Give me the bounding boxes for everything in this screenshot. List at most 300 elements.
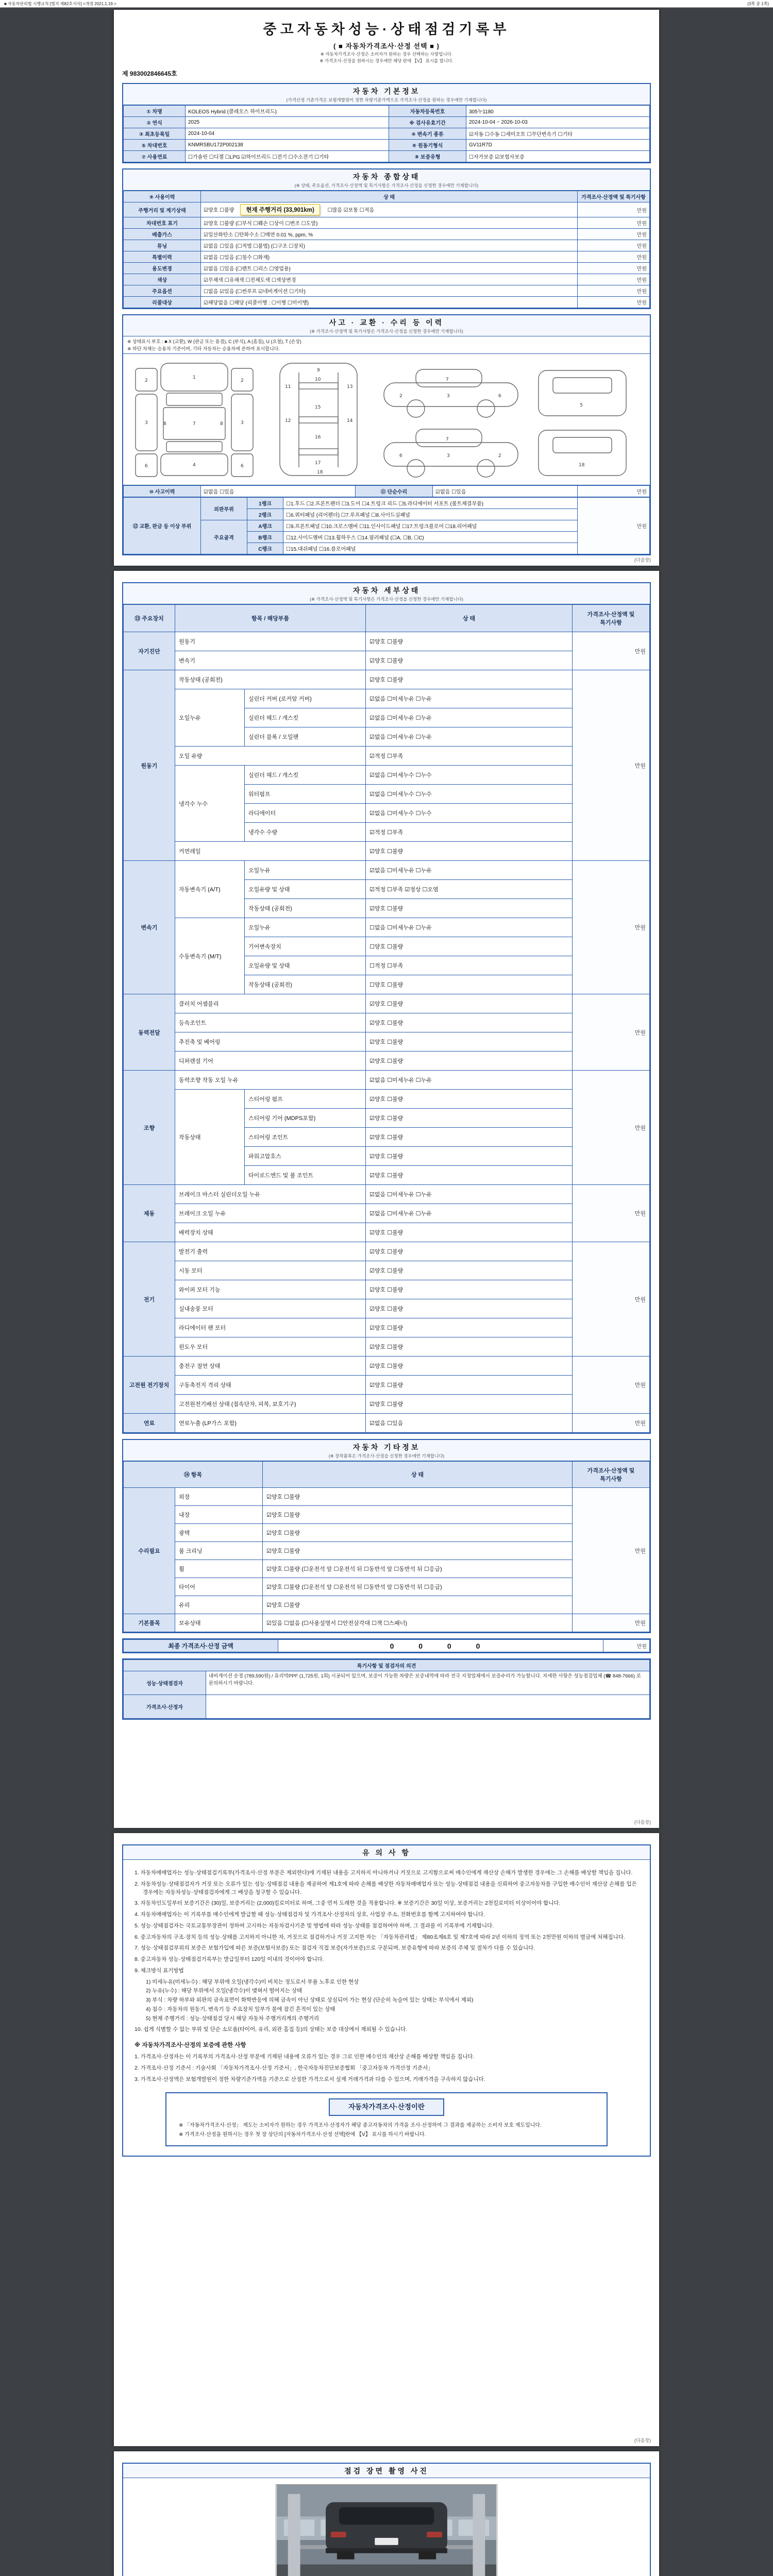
section-detail-header [123,583,650,604]
table-row [124,1660,650,1671]
table-row [124,191,650,202]
table-row [124,151,650,162]
table-row [124,1223,650,1242]
svg-text:5: 5 [580,403,583,408]
field-value: 와이퍼 모터 기능 [175,1280,366,1299]
field-label: 가격조사·산정액 및 특기사항 [578,191,650,202]
checkbox-group[interactable]: ☑없음 ☐미세누수 ☐누수 [366,785,573,804]
notice-item: 1. 자동차매매업자는 성능·상태점검기록부(가격조사·산정 부분은 제외한다)에 기재된 내용을 고지하지 아니하거나 거짓으로 고지함으로써 매수인에게 재산상 손해가 발생한 경우에는 그 손해를 배상할 책임을 집니다. [135,1870,633,1876]
svg-text:2: 2 [399,394,402,399]
field-label: ④ 변속기 종류 [389,128,466,140]
field-value: 라디에이터 팬 모터 [175,1318,366,1337]
section-overall-condition [122,168,651,309]
field-label: 가격조사·산정액 및 특기사항 [573,605,650,632]
field-label: ③ 최초등록일 [124,128,186,140]
field-value: 만원 [573,670,650,861]
current-mileage-callout: 현재 주행거리 (33,901km) [240,204,320,215]
field-value: 만원 [573,1414,650,1433]
table-row [124,861,650,880]
field-value: 만원 [578,229,650,240]
field-value: 윈도우 모터 [175,1337,366,1357]
accident-parts-table [123,497,650,554]
field-value: 만원 [603,1640,650,1652]
notice-item: 9. 체크방식 표기방법 [135,1967,184,1974]
field-label: 상 태 [201,191,578,202]
field-value: 2025 [186,117,389,128]
checkbox-group[interactable]: ☐양호 ☐불량 [366,975,573,994]
field-label: 주요옵션 [124,285,201,297]
checkbox-group[interactable]: ☑양호 ☐불량 [366,1013,573,1032]
field-label: 상 태 [366,605,573,632]
field-label: ⑤ 차대번호 [124,140,186,151]
svg-text:8: 8 [220,421,223,427]
accident-legend-line2: ※ 하단 차체는 승용차 기준이며, 기타 자동차는 승용차에 준하여 표시합니다. [127,346,280,351]
checkbox-group[interactable]: ☑해당없음 ☐해당 (리콜이행 : ☐이행 ☐미이행) [201,297,578,308]
table-row [124,140,650,151]
checkbox-group[interactable]: ☑없음 ☐있음 (☐렌트 ☐리스 ☐영업용) [201,263,578,274]
table-row [124,1462,650,1488]
checkbox-group[interactable]: ☑양호 ☐불량 [366,1261,573,1280]
remarks-table [123,1659,650,1719]
table-row [124,994,650,1013]
notice-item: 2. 가격조사·산정 기준서 : 기술사회 「자동차가격조사·산정 기준서」, 한국자동차진단보증협회 「중고자동차 가격산정 기준서」 [135,2065,433,2071]
checkbox-group[interactable]: ☐15.대쉬패널 ☐16.플로어패널 [283,543,578,554]
checkbox-group[interactable]: ☑없음 ☐있음 [366,1414,573,1433]
checkbox-group[interactable]: ☑양호 ☐불량 [366,1128,573,1147]
section-detail-title: 자동차 세부상태 [352,586,421,595]
field-value: 0 0 0 0 [278,1640,603,1652]
checkbox-group[interactable]: ☑없음 ☐있음 [433,486,578,497]
table-row [124,918,650,937]
section-detail-note: (※ 가격조사·산정액 및 특기사항은 가격조사·산정을 신청한 경우에만 기재합니다) [310,597,463,602]
checkbox-group[interactable]: ☑양호 ☐불량 [366,1052,573,1071]
notice-item: 6. 중고자동차의 구조·장치 등의 성능·상태를 고지하지 아니한 자, 거짓으로 점검하거나 거짓 고지한 자는 「자동차관리법」 제80조제6호 및 제7호에 따라 2년 이하의 징역 또는 2천만원 이하의 벌금에 처해집니다. [135,1934,625,1940]
table-row [124,486,650,497]
print-header [0,0,773,8]
checkbox-group[interactable]: ☑없음 ☐미세누수 ☐누수 [366,804,573,823]
checkbox-group[interactable]: ☑없음 ☐미세누유 ☐누유 [366,708,573,727]
checkbox-group[interactable]: ☑양호 ☐불량 (☐운전석 앞 ☐운전석 뒤 ☐동반석 앞 ☐동반석 뒤 ☐응급) [263,1560,573,1578]
field-label: 변속기 [124,861,175,994]
checkbox-group[interactable]: ☐적정 ☐부족 [366,956,573,975]
table-row [124,1488,650,1506]
checkbox-group[interactable]: ☑양호 ☐불량 [366,632,573,651]
table-row [124,632,650,651]
field-value: 발전기 출력 [175,1242,366,1261]
section-final-price [122,1638,651,1653]
field-value: 오일 유량 [175,747,366,766]
notice-item: ※ 「자동차가격조사·산정」 제도는 소비자가 원하는 경우 가격조사·산정자가 해당 중고자동차의 가격을 조사·산정하여 그 결과를 제공하는 소비자 보호 제도입니다. [179,2122,542,2128]
section-photos [122,2463,651,2576]
table-row [124,106,650,117]
svg-text:7: 7 [446,377,449,382]
table-row [124,1524,650,1542]
svg-text:11: 11 [285,384,291,389]
field-value: 만원 [573,1357,650,1414]
checkbox-group[interactable]: ☐9.프론트패널 ☐10.크로스멤버 ☐11.인사이드패널 ☐17.트렁크플로어 ☐18.리어패널 [283,520,578,532]
table-row [124,1071,650,1090]
field-value: 실내송풍 모터 [175,1299,366,1318]
table-row [124,229,650,240]
field-value [206,1695,650,1719]
table-row [124,1357,650,1376]
checkbox-group[interactable]: ☑없음 ☐있음 [201,486,356,497]
field-value: KNMRSBU172P002138 [186,140,389,151]
checkbox-group[interactable]: ☑양호 ☐불량 [366,1357,573,1376]
table-row [124,1414,650,1433]
checkbox-group[interactable]: ☑양호 ☐불량 현재 주행거리 (33,901km) ☐많음 ☑보통 ☐적음 [201,202,578,217]
checkbox-group[interactable]: ☑양호 ☐불량 [263,1542,573,1560]
accident-legend-line1: ※ 상태표시 부호 : ■ X (교환), W (판금 또는 용접), C (부식), A (흠집), U (요철), T (손상) [127,339,301,344]
checkbox-group[interactable]: ☑양호 ☐불량 [366,1318,573,1337]
checkbox-group[interactable]: ☑적정 ☐부족 [366,823,573,842]
field-label: 외판부위 [201,498,247,520]
field-label: 고전원 전기장치 [124,1357,175,1414]
field-label: ⑪ 단순수리 [356,486,433,497]
field-label: 기본품목 [124,1614,175,1632]
field-label: 제동 [124,1185,175,1242]
field-value: 실린더 커버 (로커암 커버) [245,689,366,708]
field-label: ※ 검사유효기간 [389,117,466,128]
section-basic-title: 자동차 기본정보 [352,87,421,95]
checkbox-group[interactable]: ☐12.사이드멤버 ☐13.휠하우스 ☐14.필러패널 (☐A, ☐B, ☐C) [283,532,578,543]
section-etc-title: 자동차 기타정보 [352,1443,421,1451]
table-row [124,605,650,632]
svg-text:18: 18 [317,470,323,475]
field-value: 클러치 어셈블리 [175,994,366,1013]
table-row [124,1280,650,1299]
field-label: B랭크 [247,532,283,543]
field-label: 수리필요 [124,1488,175,1614]
field-value: 내비게이션 순정 (789,590원) / 유리막PPF (1,725원, 1회) 시공되어 있으며, 보증이 가능한 차량은 보증내역에 따라 전국 지정업체에서 보증수리가 가능합니다. 자세한 사항은 성능점검업체 (☎ 848-7666) 로 문의하시기 바랍니다. [206,1671,650,1695]
table-row [124,651,650,670]
field-label: 가격조사·산정자 [124,1695,206,1719]
field-value: 광택 [175,1524,263,1542]
checkbox-group[interactable]: ☑적정 ☐부족 ☑정상 ☐오염 [366,880,573,899]
notice-item: 5. 성능·상태점검자는 국토교통부장관이 정하여 고시하는 자동차검사기준 및 방법에 따라 성능·상태를 점검하여야 하며, 그 결과를 이 기록부에 기재합니다. [135,1922,494,1929]
notice-item: 2. 자동차성능·상태점검자가 거짓 또는 오류가 있는 성능·상태점검 내용을 제공하여 제1호에 따라 손해를 배상한 자동차매매업자 또는 성능·상태점검 내용을 신뢰하여 중고자동차를 구입한 매수인이 재산상 손해를 입은 경우에는 자동차성능·상태점검자에게 그 배상을 청구할 수 있습니다. [135,1880,637,1895]
checkbox-group[interactable]: ☑양호 ☐불량 [366,994,573,1013]
field-value: 만원 [573,1488,650,1614]
checkbox-group[interactable]: ☑없음 ☐미세누유 ☐누유 [366,1204,573,1223]
svg-text:17: 17 [315,461,321,466]
field-label: 자기진단 [124,632,175,670]
table-row [124,1578,650,1596]
field-value: 타이어 [175,1578,263,1596]
table-row [124,274,650,285]
field-label: 조향 [124,1071,175,1185]
checkbox-group[interactable]: ☑없음 ☐있음 (☐적법 ☐불법) (☐구조 ☐장치) [201,240,578,251]
field-value: 동력조향 작동 오일 누유 [175,1071,366,1090]
field-label: ⑩ 사고이력 [124,486,201,497]
field-value: 라디에이터 [245,804,366,823]
field-label: 연료 [124,1414,175,1433]
svg-text:3: 3 [241,420,244,426]
checkbox-group[interactable]: ☑양호 ☐불량 [366,1090,573,1109]
field-value: 실린더 블록 / 오일팬 [245,727,366,747]
checkbox-group[interactable]: ☑무채색 ☐유채색 ☐전체도색 ☐색상변경 [201,274,578,285]
checkbox-group[interactable]: ☐가솔린 ☐디젤 ☐LPG ☑하이브리드 ☐전기 ☐수소전기 ☐기타 [186,151,389,162]
checkbox-group[interactable]: ☑양호 ☐불량 [263,1596,573,1614]
checkbox-group[interactable]: ☑양호 ☐불량 [366,1299,573,1318]
table-row [124,1337,650,1357]
field-value: 만원 [578,297,650,308]
checkbox-group[interactable]: ☑양호 ☐불량 (☐부식 ☐훼손 ☐상이 ☐변조 ☐도말) [201,217,578,229]
table-row [124,1090,650,1109]
warranty-title: ※ 자동차가격조사·산정의 보증에 관한 사항 [135,2042,246,2048]
field-value: GV11R7D [466,140,650,151]
field-label: 전기 [124,1242,175,1357]
field-value: 스티어링 기어 (MDPS포함) [245,1109,366,1128]
checkbox-group[interactable]: ☑자동 ☐수동 ☐세미오토 ☐무단변속기 ☐기타 [466,128,650,140]
notice-subitem: 5) 현재 주행거리 : 성능·상태점검 당시 해당 자동차 주행거리계의 주행거리 [146,2015,320,2022]
checkbox-group[interactable]: ☑양호 ☐불량 [263,1524,573,1542]
table-row [124,1395,650,1414]
checkbox-group[interactable]: ☐6.쿼터패널 (리어펜더) ☐7.루프패널 ☐8.사이드실패널 [283,509,578,520]
field-value: 보유상태 [175,1614,263,1632]
field-label: ① 차명 [124,106,186,117]
checkbox-group[interactable]: ☑양호 ☐불량 [366,651,573,670]
notice-item: 3. 가격조사·산정액은 보험개발원이 정한 차량기준가액을 기준으로 산정한 가격으로서 실제 거래가격과 다를 수 있으며, 거래가격을 구속하지 않습니다. [135,2076,485,2082]
section-etc-info [122,1439,651,1633]
svg-text:6: 6 [498,394,501,399]
next-page-marker: (다음장) [634,557,651,563]
table-row [124,1695,650,1719]
etc-info-table [123,1461,650,1632]
field-value: 휠 [175,1560,263,1578]
checkbox-group[interactable]: ☑없음 ☐미세누유 ☐누유 [366,689,573,708]
notice-item: 8. 중고자동차 성능·상태점검기록부는 발급일부터 120일 이내의 것이어야 합니다. [135,1956,324,1962]
table-row [124,263,650,274]
field-label: 용도변경 [124,263,201,274]
checkbox-group[interactable]: ☑없음 ☐있음 (☐침수 ☐화재) [201,251,578,263]
checkbox-group[interactable]: ☑없음 ☐미세누수 ☐누수 [366,766,573,785]
page-1 [114,10,659,566]
field-value: 만원 [578,240,650,251]
checkbox-group[interactable]: ☐양호 ☐불량 [366,937,573,956]
checkbox-group[interactable]: ☑적정 ☐부족 [366,747,573,766]
table-row [124,1506,650,1524]
section-accident-title: 사고 · 교환 · 수리 등 이력 [329,318,444,327]
field-value: 2024-10-04 ~ 2026-10-03 [466,117,650,128]
section-detail-condition [122,582,651,1434]
svg-text:3: 3 [447,394,450,399]
table-row [124,202,650,217]
notice-item: 10. 쉽게 식별할 수 없는 부위 및 단순 소모품(타이어, 유리, 외관 흠집 등)의 상태는 보증 대상에서 제외될 수 있습니다. [135,2026,408,2033]
field-value: 충전구 절연 상태 [175,1357,366,1376]
notices-header [123,1845,650,1860]
field-value: 스티어링 펌프 [245,1090,366,1109]
notices-list [135,1869,638,2034]
field-label: 특기사항 및 점검자의 의견 [124,1660,650,1671]
field-label: 특별이력 [124,251,201,263]
field-value: 2024-10-04 [186,128,389,140]
table-row [124,217,650,229]
svg-text:2: 2 [241,378,244,383]
photos-area [123,2478,650,2576]
field-value: 오일누유 [175,689,245,747]
checkbox-group[interactable]: ☑양호 ☐불량 [366,842,573,861]
field-label: 배출가스 [124,229,201,240]
checkbox-group[interactable]: ☑양호 ☐불량 [366,1223,573,1242]
table-row [124,520,650,532]
field-label: ⑭ 항목 [124,1462,263,1488]
next-page-marker: (다음장) [634,1820,651,1825]
checkbox-group[interactable]: ☑양호 ☐불량 [366,1280,573,1299]
checkbox-group[interactable]: ☐없음 ☐미세누유 ☐누유 [366,918,573,937]
checkbox-group[interactable]: ☑없음 ☐미세누유 ☐누유 [366,1185,573,1204]
field-value: 만원 [573,1185,650,1242]
notice-subitem: 3) 부식 : 차량 하부와 외판의 금속표면이 화학반응에 의해 금속이 아닌 상태로 상실되어 가는 현상 (단순히 녹슬어 있는 상태는 부식에서 제외) [146,1997,474,2003]
svg-text:16: 16 [315,435,321,440]
field-value: 냉각수 누수 [175,766,245,842]
table-row [124,747,650,766]
svg-text:2: 2 [498,453,501,459]
checkbox-group[interactable]: ☑양호 ☐불량 [366,1337,573,1357]
checkbox-group[interactable]: ☐1.후드 ☐2.프론트펜더 ☐3.도어 ☐4.트렁크 리드 ☐5.라디에이터 서포트 (볼트체결부품) [283,498,578,509]
next-page-marker: (다음장) [634,2438,651,2443]
select-note-1: ※ 자동차가격조사·산정은 소비자가 원하는 경우 선택하는 사항입니다. [320,52,453,57]
table-row [124,1261,650,1280]
field-value: 유리 [175,1596,263,1614]
field-value: 자동변속기 (A/T) [175,861,245,918]
svg-text:2: 2 [145,378,148,383]
table-row [124,117,650,128]
field-value: 추진축 및 베어링 [175,1032,366,1052]
field-label: 주행거리 및 계기상태 [124,202,201,217]
svg-text:6: 6 [399,453,402,459]
table-row [124,240,650,251]
checkbox-group[interactable]: ☑양호 ☐불량 [366,1395,573,1414]
section-etc-note: (※ 장착품목은 가격조사·산정을 신청한 경우에만 기재합니다) [328,1453,445,1459]
field-value: 작동상태 [175,1090,245,1185]
checkbox-group[interactable]: ☑양호 ☐불량 [366,1147,573,1166]
field-label: 주요골격 [201,520,247,554]
field-value: 브레이크 마스터 실린더오일 누유 [175,1185,366,1204]
checkbox-group[interactable]: ☑양호 ☐불량 [366,1166,573,1185]
table-row [124,766,650,785]
checkbox-group[interactable]: ☑없음 ☐미세누유 ☐누유 [366,861,573,880]
notice-item: 7. 성능·상태점검부위의 보증은 보험가입에 따른 보증(보험사보증) 또는 점검자 직접 보증(자가보증)으로 구분되며, 보증유형에 따라 보증의 주체 및 절차가 다를 수 있습니다. [135,1945,535,1952]
field-label: 동력전달 [124,994,175,1071]
overall-condition-table [123,191,650,308]
table-row [124,1560,650,1578]
field-value: 만원 [578,202,650,217]
notice-subitem: 2) 누유(누수) : 해당 부위에서 오일(냉각수)이 맺혀서 떨어지는 상태 [146,1988,303,1994]
field-value: 만원 [573,632,650,670]
field-label: 자동차등록번호 [389,106,466,117]
table-row [124,251,650,263]
field-label: 상 태 [263,1462,573,1488]
table-row [124,1242,650,1261]
notice-subitem: 1) 미세누유(미세누수) : 해당 부위에 오일(냉각수)이 비치는 정도로서 부품 노후로 인한 현상 [146,1978,359,1985]
checkbox-group[interactable]: ☑양호 ☐불량 [366,899,573,918]
field-value: 만원 [573,994,650,1071]
checkbox-group[interactable]: ☑일산화탄소 ☐탄화수소 ☐매연 0.01 %, ppm, % [201,229,578,240]
table-row [124,1640,650,1652]
section-overall-note: (※ 상태, 주요옵션, 가격조사·산정액 및 특기사항은 가격조사·산정을 신청한 경우에만 기재합니다) [294,183,479,188]
photos-title: 점검 장면 촬영 사진 [344,2467,429,2475]
field-value: KOLEOS Hybrid (콜레오스 하이브리드) [186,106,389,117]
svg-text:3: 3 [447,453,450,459]
form-reference: ■ 자동차관리법 시행규칙 [별지 제82호서식] <개정 2021.1.19.> [4,2,116,6]
table-row [124,670,650,689]
detail-condition-table [123,604,650,1433]
field-value: 오일유량 및 상태 [245,880,366,899]
field-label: 튜닝 [124,240,201,251]
field-value: 외장 [175,1488,263,1506]
field-label: ⑧ 보증유형 [389,151,466,162]
checkbox-group[interactable]: ☑양호 ☐불량 [366,670,573,689]
field-value: 만원 [578,285,650,297]
page-4 [114,2451,659,2576]
field-value: 시동 모터 [175,1261,366,1280]
checkbox-group[interactable]: ☐없음 ☑있음 (☐썬루프 ☑네비게이션 ☐기타) [201,285,578,297]
car-diagram-svg [126,358,647,481]
checkbox-group[interactable]: ☑양호 ☐불량 [263,1506,573,1524]
field-label: ⑬ 주요장치 [124,605,175,632]
checkbox-group[interactable]: ☑있음 ☐없음 (☐사용설명서 ☐안전삼각대 ☐잭 ☐스패너) [263,1614,573,1632]
notices-body [123,1860,650,2156]
checkbox-group[interactable]: ☑양호 ☐불량 [366,1242,573,1261]
svg-text:7: 7 [193,421,196,427]
table-row [124,842,650,861]
field-value: 브레이크 오일 누유 [175,1204,366,1223]
field-value: 305누1180 [466,106,650,117]
notice-item: 4. 자동차매매업자는 이 기록부를 매수인에게 발급할 때 성능·상태점검자 및 가격조사·산정자의 상호, 사업장 주소, 전화번호를 함께 고지하여야 합니다. [135,1911,485,1918]
field-value: 수동변속기 (M/T) [175,918,245,994]
checkbox-group[interactable]: ☑양호 ☐불량 [263,1488,573,1506]
field-label: 항목 / 해당부품 [175,605,366,632]
svg-text:15: 15 [315,405,321,410]
checkbox-group[interactable]: ☑없음 ☐미세누유 ☐누유 [366,727,573,747]
checkbox-group[interactable]: ☑양호 ☐불량 [366,1032,573,1052]
checkbox-group[interactable]: ☐자가보증 ☑보험사보증 [466,151,650,162]
field-label: 1랭크 [247,498,283,509]
svg-text:10: 10 [315,377,321,382]
field-value: 내장 [175,1506,263,1524]
page-indicator: (3쪽 중 1쪽) [747,2,769,6]
field-label: 색상 [124,274,201,285]
svg-text:18: 18 [579,463,585,468]
definition-button: 자동차가격조사·산정이란 [329,2098,444,2116]
definition-lines [174,2122,599,2139]
table-row [124,297,650,308]
field-value: 연료누출 (LP가스 포함) [175,1414,366,1433]
svg-text:3: 3 [145,420,148,426]
section-accident-note: (※ 가격조사·산정액 및 특기사항은 가격조사·산정을 신청한 경우에만 기재합니다) [310,329,463,334]
field-value: 원동기 [175,632,366,651]
svg-text:6: 6 [241,464,244,469]
checkbox-group[interactable]: ☑양호 ☐불량 (☐운전석 앞 ☐운전석 뒤 ☐동반석 앞 ☐동반석 뒤 ☐응급) [263,1578,573,1596]
section-accident-header [123,315,650,336]
field-value: 등속조인트 [175,1013,366,1032]
field-value: 만원 [578,498,650,554]
section-basic-note: (가격산정 기준가격은 보험개발원이 정한 차량기준가액으로 가격조사·산정을 원하는 경우에만 기재합니다) [286,97,487,103]
table-row [124,1204,650,1223]
table-row [124,1185,650,1204]
table-row [124,128,650,140]
field-value: 만원 [578,486,650,497]
field-value: 만원 [573,1242,650,1357]
table-row [124,1032,650,1052]
checkbox-group[interactable]: ☑양호 ☐불량 [366,1376,573,1395]
field-label: C랭크 [247,543,283,554]
checkbox-group[interactable]: ☑양호 ☐불량 [366,1109,573,1128]
checkbox-group[interactable]: ☑없음 ☐미세누유 ☐누유 [366,1071,573,1090]
section-overall-header [123,170,650,191]
photos-header [123,2464,650,2478]
